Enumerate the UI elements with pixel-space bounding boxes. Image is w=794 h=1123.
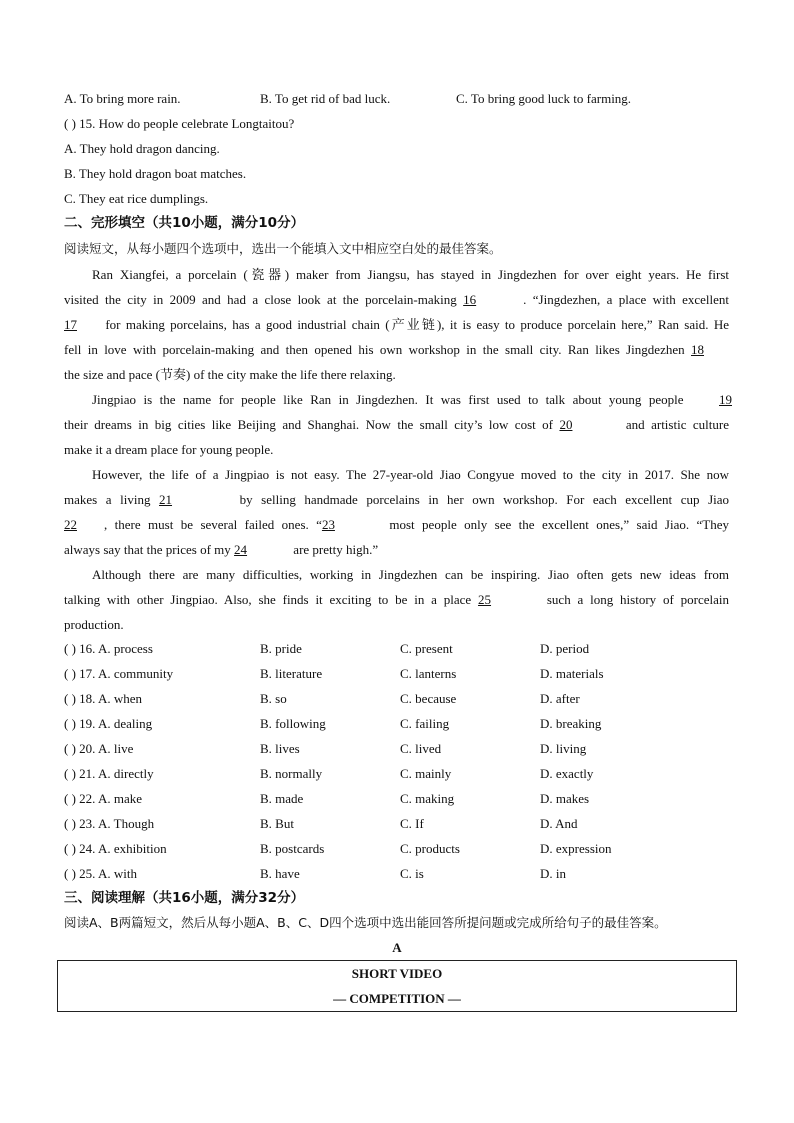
q14-option-c: C. To bring good luck to farming. [456,91,632,106]
passage-p3-line3: 22 , there must be several failed ones. “23 most people only see the excellent ones,” said Jiao. “They [64,512,729,537]
option-b: B. made [260,791,304,806]
box-title-line1: SHORT VIDEO [351,966,443,981]
option-c: C. lanterns [400,666,457,681]
option-b: B. But [260,816,294,831]
blank-23: 23 [321,517,335,532]
option-c: C. is [400,866,424,881]
passage-p4-line2: talking with other Jingpiao. Also, she finds it exciting to be in a place 25 such a long history of porcelain [64,587,729,612]
option-b: B. literature [260,666,323,681]
blank-18: 18 [691,342,704,357]
blank-16: 16 [463,292,477,307]
question-row [64,789,744,809]
option-c: C. because [400,691,457,706]
question-row [64,664,744,684]
question-number: ( ) 25. [64,866,96,881]
passage-p4-line3: production. [64,617,124,632]
question-row [64,764,744,784]
passage-p1-line5: the size and pace (节奏) of the city make the life there relaxing. [64,367,396,382]
blank-19: 19 [719,392,732,407]
passage-p4-line1: Although there are many difficulties, working in Jingdezhen can be inspiring. Jiao often gets new ideas from [92,567,729,582]
question-row [64,689,744,709]
box-title-line2: — COMPETITION — [333,991,461,1006]
question-row [64,839,744,859]
option-d: D. in [540,866,566,881]
question-row [64,739,744,759]
option-c: C. making [400,791,455,806]
option-d: D. period [540,641,590,656]
passage-p3-line1: However, the life of a Jingpiao is not easy. The 27-year-old Jiao Congyue moved to the city in 2017. She now [92,467,729,482]
question-number: ( ) 21. [64,766,96,781]
option-a: A. with [98,866,137,881]
option-b: B. pride [260,641,302,656]
option-a: A. Though [98,816,155,831]
blank-21: 21 [159,492,173,507]
q15-option-b: B. They hold dragon boat matches. [64,166,247,181]
q15-option-a: A. They hold dragon dancing. [64,141,220,156]
question-number: ( ) 19. [64,716,96,731]
option-b: B. following [260,716,326,731]
passage-p1-line4: fell in love with porcelain-making and then opened his own workshop in the small city. Ran likes Jingdezhen 18 [64,337,729,362]
section3-instruction: 阅读A、B两篇短文，然后从每小题A、B、C、D四个选项中选出能回答所提问题或完成所给句子的最佳答案。 [64,915,667,930]
option-d: D. breaking [540,716,602,731]
passage-a-label: A [392,940,402,955]
question-row [64,864,744,884]
option-c: C. If [400,816,424,831]
option-d: D. expression [540,841,612,856]
option-c: C. failing [400,716,450,731]
option-d: D. living [540,741,587,756]
option-a: A. process [98,641,153,656]
section2-instruction: 阅读短文，从每小题四个选项中，选出一个能填入文中相应空白处的最佳答案。 [64,241,502,256]
option-d: D. after [540,691,580,706]
blank-17: 17 [64,317,77,332]
option-b: B. lives [260,741,300,756]
blank-22: 22 [64,517,77,532]
option-a: A. when [98,691,143,706]
option-b: B. have [260,866,300,881]
q14-options-row [64,90,632,108]
passage-p1-line2: visited the city in 2009 and had a close look at the porcelain-making 16 . “Jingdezhen, a place with excellent [64,287,729,312]
question-row [64,639,744,659]
q15-stem: ( ) 15. How do people celebrate Longtaitou? [64,116,295,131]
option-d: D. makes [540,791,590,806]
passage-p3-line2: makes a living 21 by selling handmade porcelains in her own workshop. For each excellent cup Jiao [64,487,729,512]
section3-heading: 三、阅读理解（共16小题，满分32分） [64,890,305,906]
passage-p2-line1: Jingpiao is the name for people like Ran in Jingdezhen. It was first used to talk about young people 19 [64,387,729,412]
option-a: A. community [98,666,174,681]
option-c: C. products [400,841,460,856]
option-c: C. mainly [400,766,452,781]
question-number: ( ) 20. [64,741,96,756]
question-row [64,714,744,734]
q14-option-a: A. To bring more rain. [64,91,181,106]
passage-p1-line3: 17 for making porcelains, has a good industrial chain (产业链), it is easy to produce porcelain here,” Ran said. He [64,312,729,337]
short-video-competition-box [57,960,737,1012]
question-number: ( ) 17. [64,666,96,681]
option-d: D. And [540,816,578,831]
question-number: ( ) 23. [64,816,96,831]
blank-20: 20 [559,417,573,432]
question-number: ( ) 16. [64,641,96,656]
question-number: ( ) 24. [64,841,96,856]
question-row [64,814,744,834]
blank-25: 25 [478,592,492,607]
option-d: D. exactly [540,766,594,781]
option-a: A. dealing [98,716,153,731]
passage-p3-line4: always say that the prices of my 24 are pretty high.” [64,537,729,562]
option-c: C. lived [400,741,442,756]
q15-option-c: C. They eat rice dumplings. [64,191,209,206]
q14-option-b: B. To get rid of bad luck. [260,91,391,106]
passage-p2-line3: make it a dream place for young people. [64,442,274,457]
passage-p1-line1: Ran Xiangfei, a porcelain (瓷器) maker from Jiangsu, has stayed in Jingdezhen for over eight years. He first [92,267,729,282]
option-c: C. present [400,641,453,656]
option-a: A. make [98,791,143,806]
passage-p2-line2: their dreams in big cities like Beijing and Shanghai. Now the small city’s low cost of 20 and artistic culture [64,412,729,437]
option-d: D. materials [540,666,604,681]
option-b: B. so [260,691,287,706]
question-number: ( ) 22. [64,791,96,806]
question-number: ( ) 18. [64,691,96,706]
option-b: B. normally [260,766,323,781]
option-a: A. directly [98,766,154,781]
option-a: A. exhibition [98,841,167,856]
section2-heading: 二、完形填空（共10小题，满分10分） [64,215,305,231]
option-b: B. postcards [260,841,325,856]
option-a: A. live [98,741,134,756]
blank-24: 24 [234,542,248,557]
